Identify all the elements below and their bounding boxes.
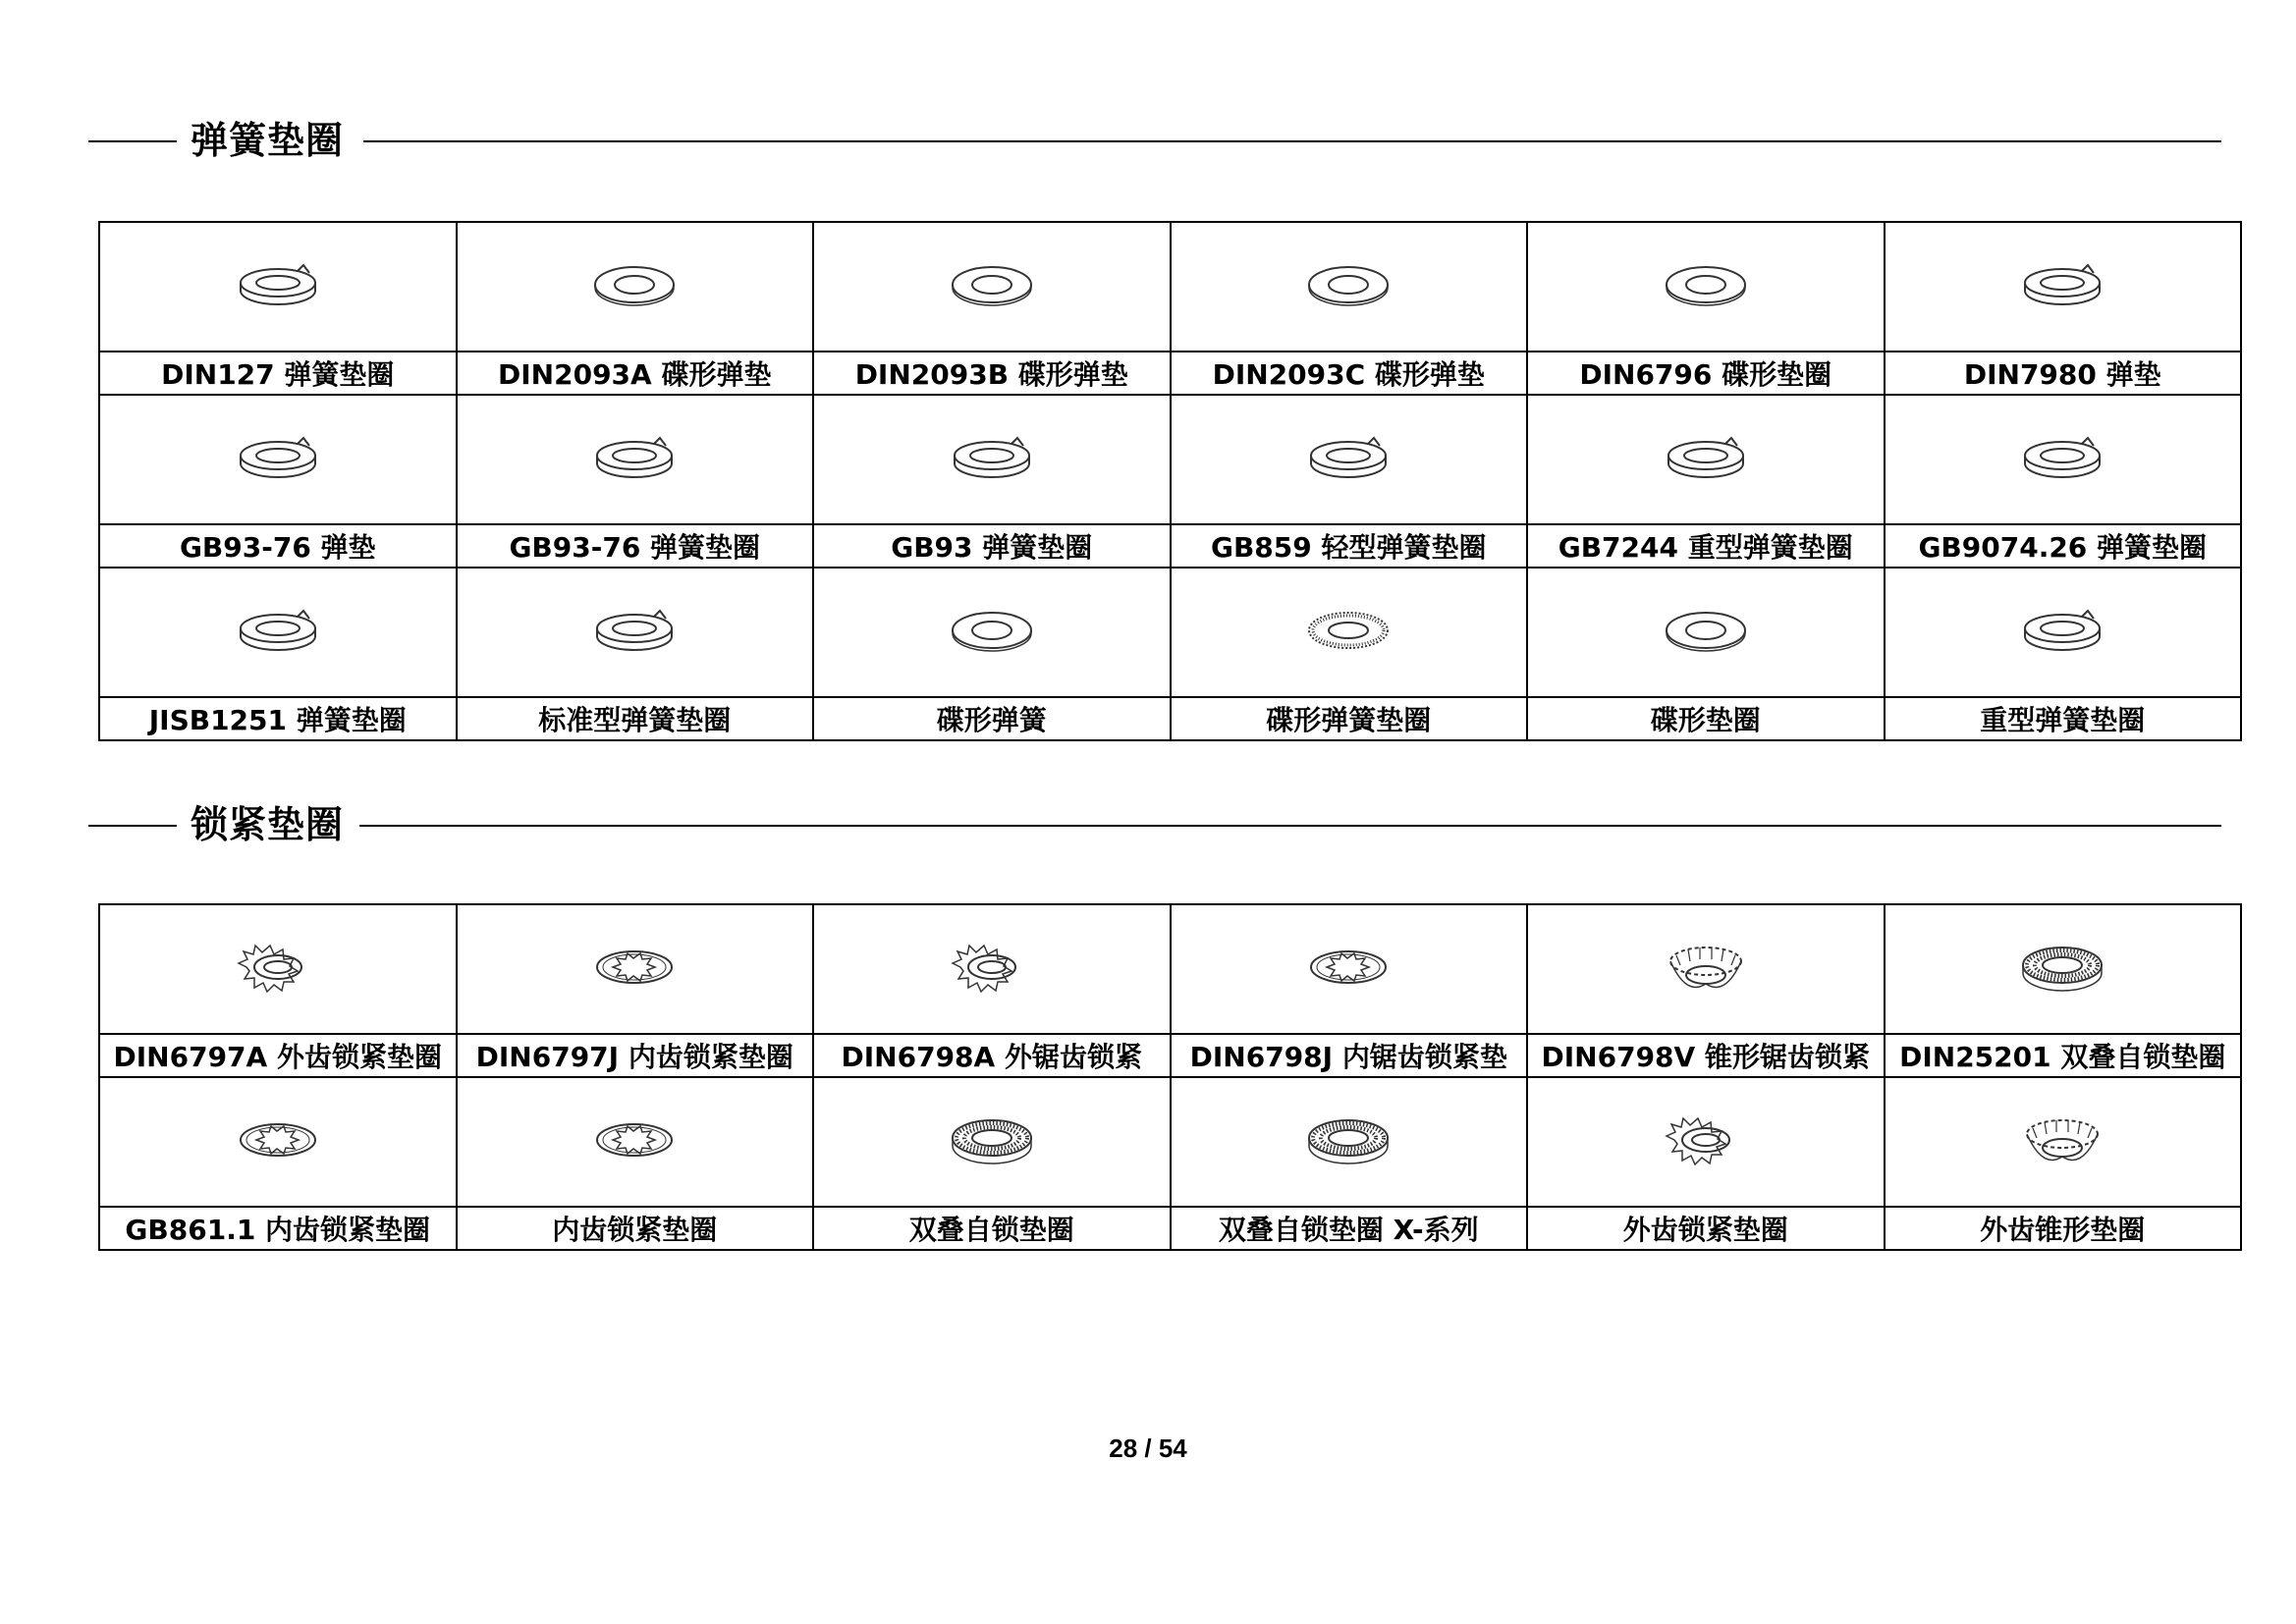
external-tooth-washer-icon [933,928,1051,1006]
flat-washer-icon [1289,245,1407,324]
header-rule-right [363,140,2221,142]
product-image-cell [1171,222,1528,352]
product-image-cell [1885,222,2242,352]
external-tooth-washer-icon [1647,1101,1765,1179]
section-header-spring-washers [88,111,2221,170]
header-rule-right [359,825,2221,827]
split-lock-washer-icon [575,591,693,670]
product-image-cell [1171,568,1528,697]
wedge-lock-washer-icon [2003,928,2121,1006]
product-label: GB93-76 弹簧垫圈 [457,524,814,568]
product-label: GB9074.26 弹簧垫圈 [1885,524,2242,568]
label-row [99,524,2241,568]
wedge-lock-washer-icon [1289,1101,1407,1179]
section-header-lock-washers [88,795,2221,854]
label-row [99,352,2241,395]
product-label: GB93 弹簧垫圈 [813,524,1171,568]
internal-tooth-washer-icon [219,1101,337,1179]
product-image-cell [99,568,457,697]
product-label: DIN6797J 内齿锁紧垫圈 [457,1034,814,1077]
flat-washer-icon [1647,245,1765,324]
product-label: 标准型弹簧垫圈 [457,697,814,740]
product-image-cell [1527,904,1885,1034]
section-title: 弹簧垫圈 [191,118,345,162]
product-label: 碟形弹簧 [813,697,1171,740]
product-image-cell [1171,1077,1528,1207]
product-label: DIN2093C 碟形弹垫 [1171,352,1528,395]
page-number: 28 / 54 [1109,1434,1187,1463]
product-image-cell [813,395,1171,524]
split-lock-washer-icon [2003,591,2121,670]
internal-tooth-washer-icon [1289,928,1407,1006]
product-image-cell [99,904,457,1034]
product-label: DIN6796 碟形垫圈 [1527,352,1885,395]
split-lock-washer-icon [2003,245,2121,324]
product-label: 外齿锁紧垫圈 [1527,1207,1885,1250]
split-lock-washer-icon [1289,418,1407,497]
serrated-disc-washer-icon [1289,591,1407,670]
product-image-cell [457,222,814,352]
product-image-cell [813,222,1171,352]
product-image-cell [99,222,457,352]
product-label: 双叠自锁垫圈 [813,1207,1171,1250]
flat-washer-icon [933,591,1051,670]
image-row [99,395,2241,524]
product-label: GB93-76 弹垫 [99,524,457,568]
product-image-cell [813,904,1171,1034]
product-label: 双叠自锁垫圈 X-系列 [1171,1207,1528,1250]
product-image-cell [1527,395,1885,524]
wedge-lock-washer-icon [933,1101,1051,1179]
product-label: DIN2093B 碟形弹垫 [813,352,1171,395]
product-label: DIN6797A 外齿锁紧垫圈 [99,1034,457,1077]
product-label: DIN2093A 碟形弹垫 [457,352,814,395]
image-row [99,904,2241,1034]
header-rule-left [88,140,177,142]
product-label: DIN6798J 内锯齿锁紧垫 [1171,1034,1528,1077]
product-image-cell [1885,1077,2242,1207]
product-label: 重型弹簧垫圈 [1885,697,2242,740]
product-image-cell [1171,395,1528,524]
product-image-cell [457,395,814,524]
flat-washer-icon [575,245,693,324]
external-tooth-washer-icon [219,928,337,1006]
product-image-cell [457,904,814,1034]
product-image-cell [99,395,457,524]
product-image-cell [1885,904,2242,1034]
split-lock-washer-icon [219,591,337,670]
internal-tooth-washer-icon [575,1101,693,1179]
image-row [99,1077,2241,1207]
product-image-cell [1171,904,1528,1034]
product-image-cell [1885,395,2242,524]
image-row [99,568,2241,697]
label-row [99,1034,2241,1077]
split-lock-washer-icon [219,418,337,497]
product-label: 碟形弹簧垫圈 [1171,697,1528,740]
product-label: DIN6798V 锥形锯齿锁紧 [1527,1034,1885,1077]
image-row [99,222,2241,352]
split-lock-washer-icon [2003,418,2121,497]
spring-washer-table [98,221,2242,741]
product-image-cell [457,568,814,697]
product-image-cell [813,568,1171,697]
product-label: DIN6798A 外锯齿锁紧 [813,1034,1171,1077]
label-row [99,1207,2241,1250]
split-lock-washer-icon [933,418,1051,497]
product-label: GB861.1 内齿锁紧垫圈 [99,1207,457,1250]
internal-tooth-washer-icon [575,928,693,1006]
product-image-cell [457,1077,814,1207]
label-row [99,697,2241,740]
product-label: JISB1251 弹簧垫圈 [99,697,457,740]
product-image-cell [1885,568,2242,697]
product-label: 外齿锥形垫圈 [1885,1207,2242,1250]
product-label: DIN7980 弹垫 [1885,352,2242,395]
product-label: 内齿锁紧垫圈 [457,1207,814,1250]
split-lock-washer-icon [1647,418,1765,497]
product-image-cell [1527,1077,1885,1207]
product-label: GB859 轻型弹簧垫圈 [1171,524,1528,568]
split-lock-washer-icon [219,245,337,324]
product-label: DIN25201 双叠自锁垫圈 [1885,1034,2242,1077]
countersunk-tooth-washer-icon [1647,928,1765,1006]
flat-washer-icon [1647,591,1765,670]
product-image-cell [1527,568,1885,697]
section-title: 锁紧垫圈 [191,802,345,846]
product-image-cell [1527,222,1885,352]
product-label: 碟形垫圈 [1527,697,1885,740]
countersunk-tooth-washer-icon [2003,1101,2121,1179]
product-label: GB7244 重型弹簧垫圈 [1527,524,1885,568]
product-label: DIN127 弹簧垫圈 [99,352,457,395]
split-lock-washer-icon [575,418,693,497]
product-image-cell [813,1077,1171,1207]
flat-washer-icon [933,245,1051,324]
product-image-cell [99,1077,457,1207]
header-rule-left [88,825,177,827]
lock-washer-table [98,903,2242,1251]
